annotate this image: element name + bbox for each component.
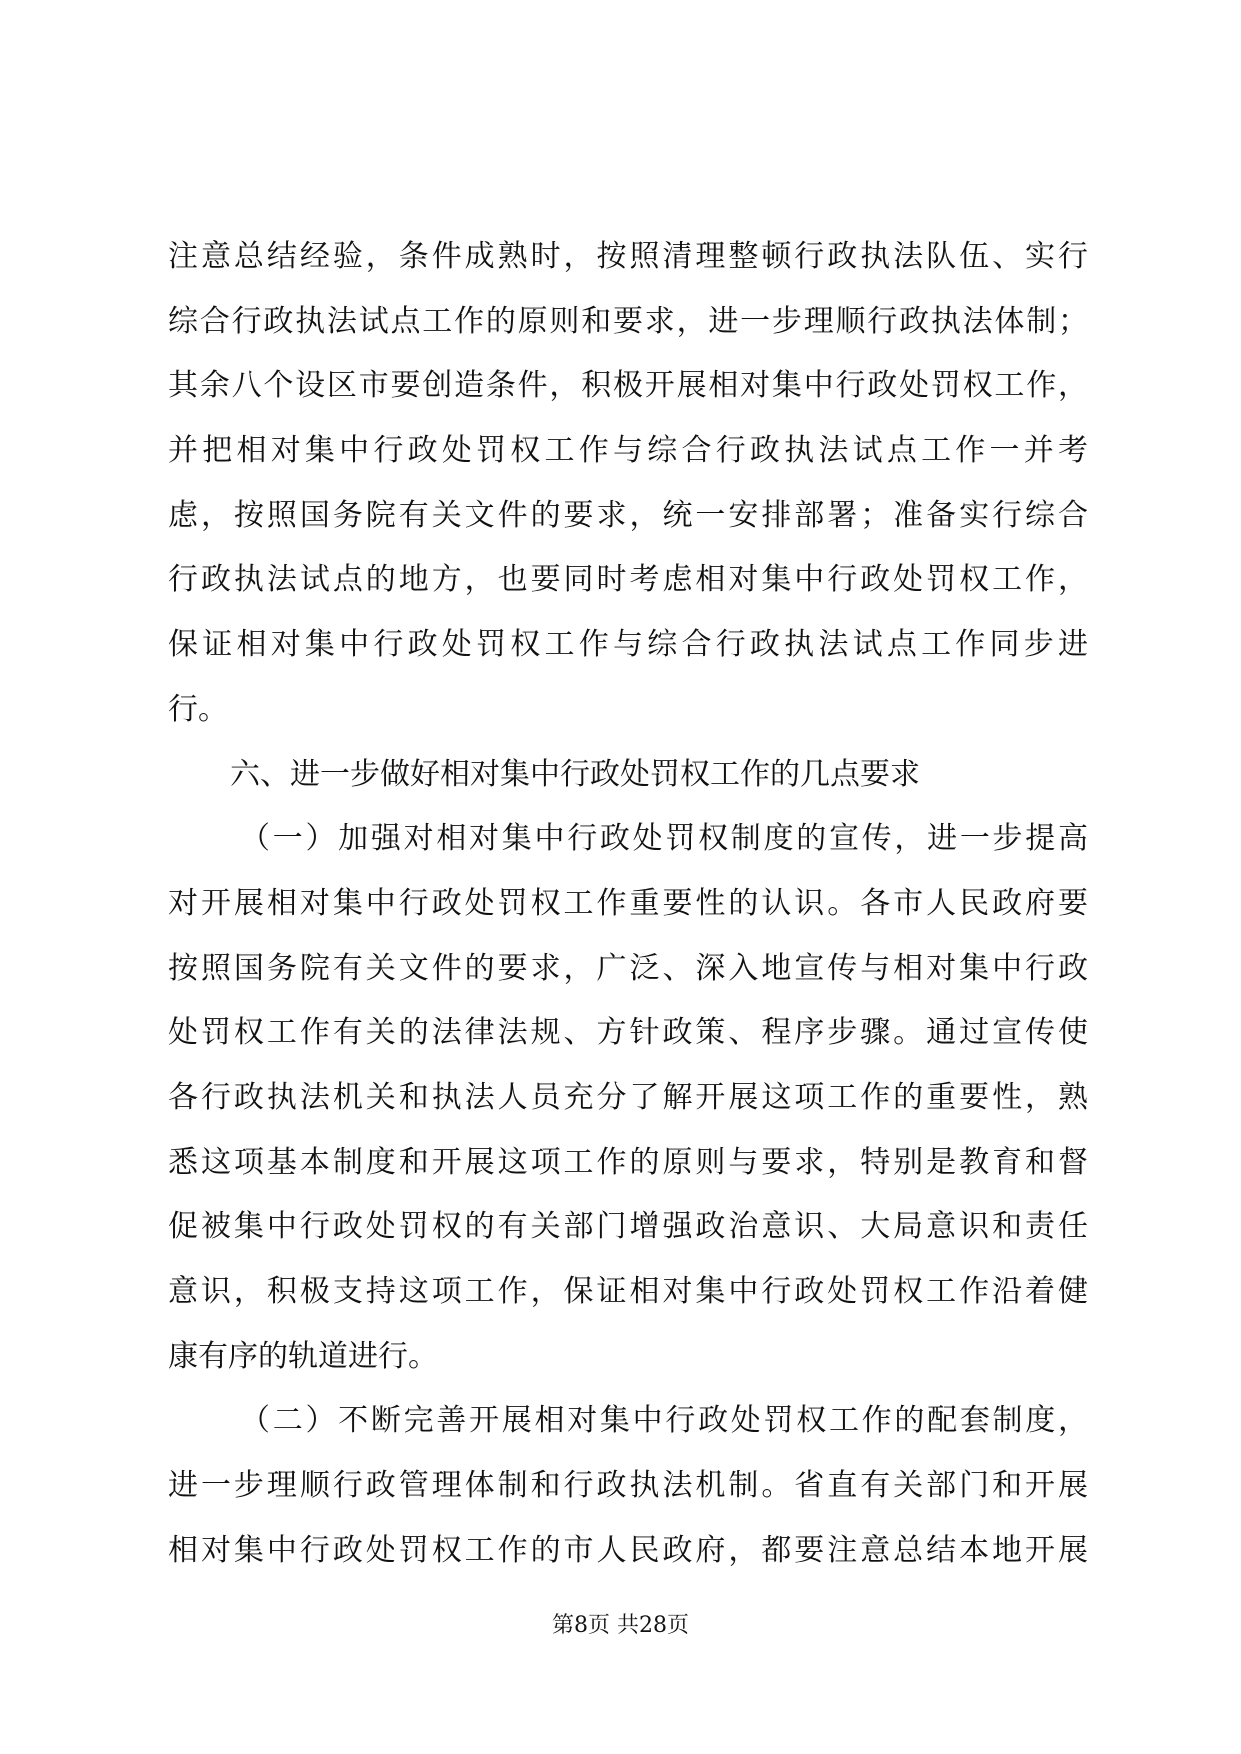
- section-heading: 六、进一步做好相对集中行政处罚权工作的几点要求: [230, 756, 920, 792]
- text-line: 悉这项基本制度和开展这项工作的原则与要求，特别是教育和督: [168, 1144, 1088, 1180]
- text-line: 行。: [168, 691, 228, 727]
- page-number: 第8页 共28页: [552, 1613, 689, 1638]
- text-line: 对开展相对集中行政处罚权工作重要性的认识。各市人民政府要: [168, 885, 1088, 921]
- text-line: 促被集中行政处罚权的有关部门增强政治意识、大局意识和责任: [168, 1209, 1088, 1245]
- document-body: [168, 225, 1088, 1583]
- text-line: 各行政执法机关和执法人员充分了解开展这项工作的重要性，熟: [168, 1079, 1088, 1115]
- text-line: 康有序的轨道进行。: [168, 1338, 438, 1374]
- text-line: 综合行政执法试点工作的原则和要求，进一步理顺行政执法体制；: [168, 303, 1088, 339]
- text-line: 处罚权工作有关的法律法规、方针政策、程序步骤。通过宣传使: [168, 1015, 1088, 1051]
- text-line: （一）加强对相对集中行政处罚权制度的宣传，进一步提高: [240, 821, 1088, 857]
- text-line: 相对集中行政处罚权工作的市人民政府，都要注意总结本地开展: [168, 1532, 1088, 1568]
- text-line: 注意总结经验，条件成熟时，按照清理整顿行政执法队伍、实行: [168, 239, 1088, 274]
- text-line: 并把相对集中行政处罚权工作与综合行政执法试点工作一并考: [168, 433, 1088, 469]
- text-line: 保证相对集中行政处罚权工作与综合行政执法试点工作同步进: [168, 627, 1088, 663]
- text-line: 其余八个设区市要创造条件，积极开展相对集中行政处罚权工作，: [168, 368, 1088, 404]
- text-line: （二）不断完善开展相对集中行政处罚权工作的配套制度，: [240, 1403, 1088, 1439]
- text-line: 进一步理顺行政管理体制和行政执法机制。省直有关部门和开展: [168, 1468, 1088, 1504]
- text-line: 按照国务院有关文件的要求，广泛、深入地宣传与相对集中行政: [168, 950, 1088, 986]
- text-line: 意识，积极支持这项工作，保证相对集中行政处罚权工作沿着健: [168, 1274, 1088, 1309]
- text-line: 行政执法试点的地方，也要同时考虑相对集中行政处罚权工作，: [168, 562, 1088, 598]
- text-line: 虑，按照国务院有关文件的要求，统一安排部署；准备实行综合: [168, 497, 1088, 533]
- page-footer: [0, 1608, 1241, 1639]
